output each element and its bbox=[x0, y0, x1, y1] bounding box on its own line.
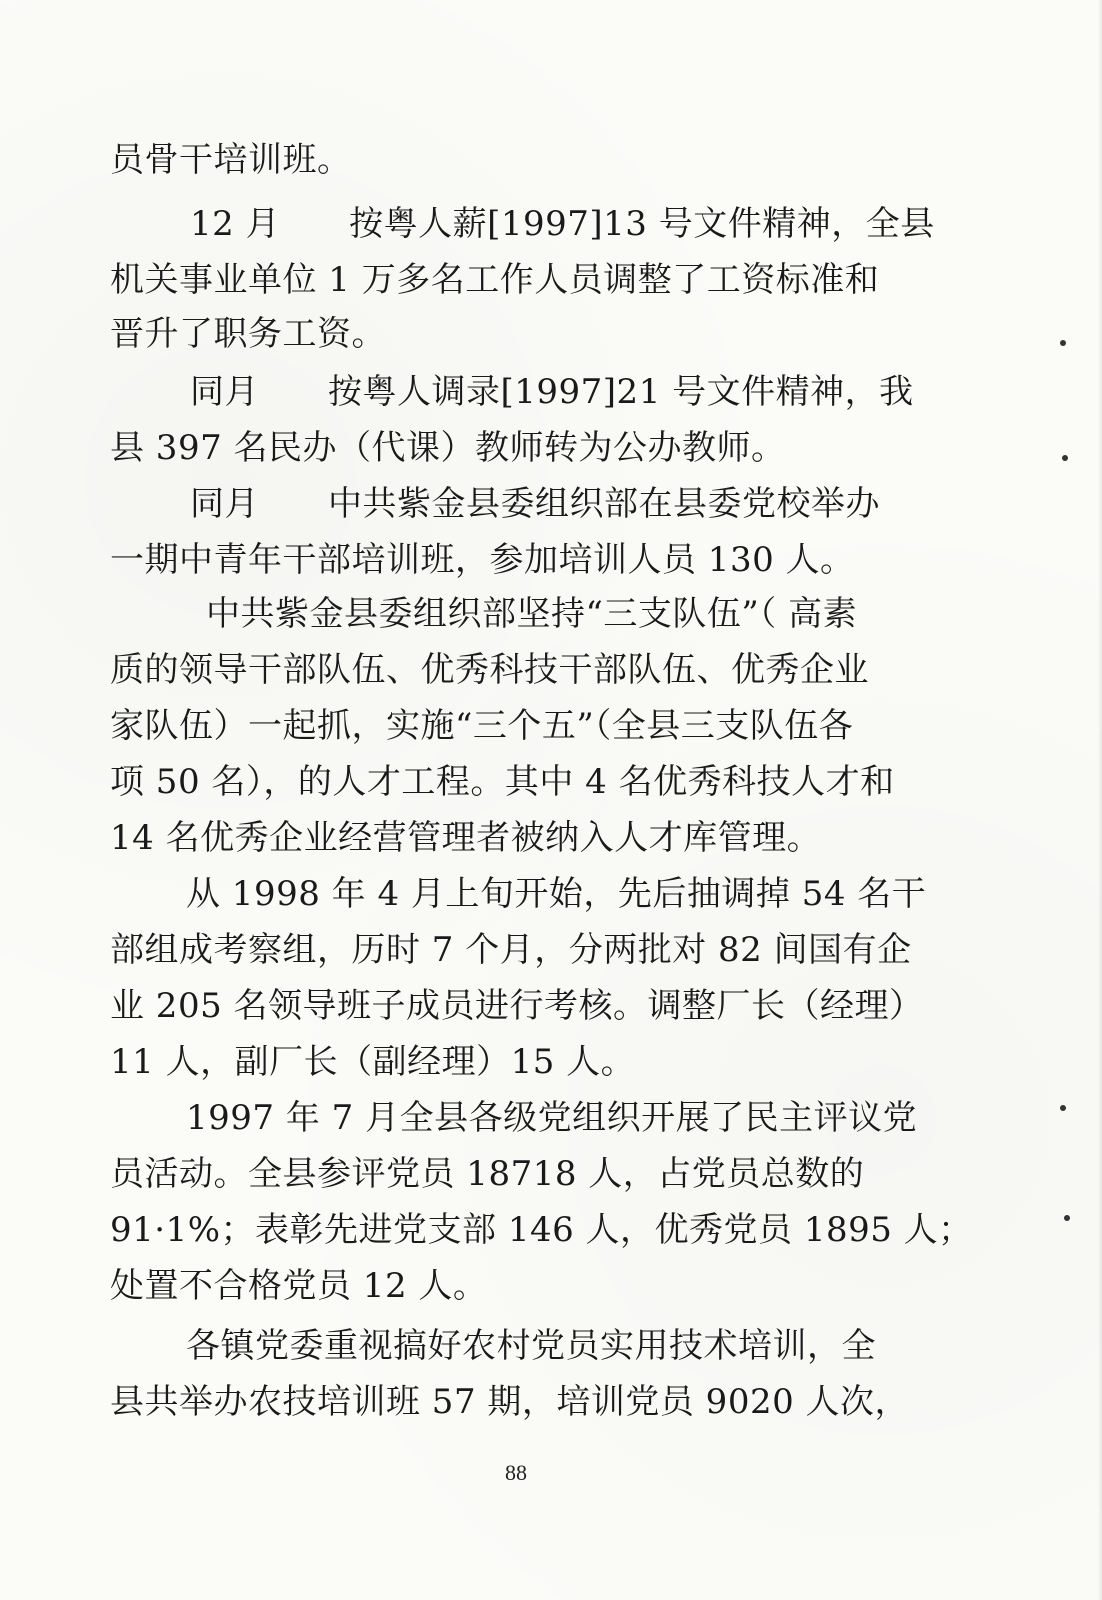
text-line: 各镇党委重视搞好农村党员实用技术培训，全 bbox=[186, 1326, 876, 1366]
text-line: 项 50 名），的人才工程。其中 4 名优秀科技人才和 bbox=[110, 762, 895, 802]
text-line: 一期中青年干部培训班，参加培训人员 130 人。 bbox=[110, 540, 855, 580]
text-line: 91·1%；表彰先进党支部 146 人，优秀党员 1895 人； bbox=[110, 1210, 973, 1250]
text-line: 处置不合格党员 12 人。 bbox=[110, 1266, 488, 1306]
text-line: 14 名优秀企业经营管理者被纳入人才库管理。 bbox=[110, 818, 822, 858]
text-line: 从 1998 年 4 月上旬开始，先后抽调掉 54 名干 bbox=[186, 874, 927, 914]
scan-speck bbox=[1060, 340, 1066, 346]
text-line: 同月 中共紫金县委组织部在县委党校举办 bbox=[190, 484, 880, 524]
text-line: 11 人，副厂长（副经理）15 人。 bbox=[110, 1042, 636, 1082]
scan-speck bbox=[1064, 1215, 1070, 1221]
text-line: 1997 年 7 月全县各级党组织开展了民主评议党 bbox=[186, 1098, 918, 1138]
text-line: 同月 按粤人调录[1997]21 号文件精神，我 bbox=[190, 372, 914, 412]
page-number: 88 bbox=[505, 1460, 527, 1485]
text-line: 中共紫金县委组织部坚持“三支队伍”（ 高素 bbox=[206, 594, 858, 634]
text-line: 机关事业单位 1 万多名工作人员调整了工资标准和 bbox=[110, 260, 880, 300]
text-line: 员活动。全县参评党员 18718 人，占党员总数的 bbox=[110, 1154, 865, 1194]
text-line: 部组成考察组，历时 7 个月，分两批对 82 间国有企 bbox=[110, 930, 912, 970]
scan-speck bbox=[1060, 1105, 1066, 1111]
scan-speck bbox=[1062, 455, 1068, 461]
text-line: 县共举办农技培训班 57 期，培训党员 9020 人次， bbox=[110, 1382, 910, 1422]
text-line: 晋升了职务工资。 bbox=[110, 314, 386, 354]
text-line: 员骨干培训班。 bbox=[110, 140, 352, 180]
text-line: 县 397 名民办（代课）教师转为公办教师。 bbox=[110, 428, 786, 468]
text-line: 质的领导干部队伍、优秀科技干部队伍、优秀企业 bbox=[110, 650, 869, 690]
text-line: 家队伍）一起抓，实施“三个五”（全县三支队伍各 bbox=[110, 706, 854, 746]
text-line: 业 205 名领导班子成员进行考核。调整厂长（经理） bbox=[110, 986, 924, 1026]
text-line: 12 月 按粤人薪[1997]13 号文件精神，全县 bbox=[190, 204, 935, 244]
scan-edge-shadow bbox=[1098, 0, 1102, 1600]
